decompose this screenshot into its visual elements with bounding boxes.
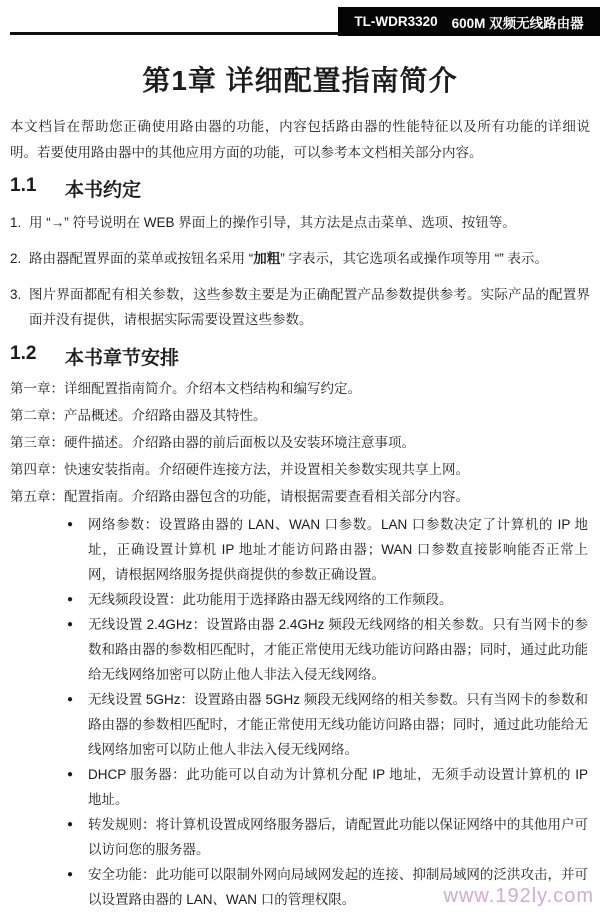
feature-item: ● 转发规则：将计算机设置成网络服务器后，请配置此功能以保证网络中的其他用户可以访问您的服务器。 <box>88 812 588 862</box>
feature-item: ● 无线设置 2.4GHz：设置路由器 2.4GHz 频段无线网络的相关参数。只有当网卡的参数和路由器的参数相匹配时，才能正常使用无线功能访问路由器；同时，通过此功能给无线网络加密可以防止他人非法入侵无线网络。 <box>88 612 588 687</box>
chapter-summary: 第二章：产品概述。介绍路由器及其特性。 <box>10 408 267 423</box>
convention-item <box>10 282 590 332</box>
intro-paragraph: 本文档旨在帮助您正确使用路由器的功能，内容包括路由器的性能特征以及所有功能的详细说明。若要使用路由器中的其他应用方面的功能，可以参考本文档相关部分内容。 <box>10 119 590 160</box>
item-text: 用 “→” 符号说明在 WEB 界面上的操作引导，其方法是点击菜单、选项、按钮等。 <box>29 215 516 230</box>
bold-sample-text: 加粗 <box>253 251 281 266</box>
item-text: 路由器配置界面的菜单或按钮名采用 “加粗” 字表示，其它选项名或操作项等用 “” 表示。 <box>29 251 548 266</box>
watermark-url: www.192ly.com <box>443 885 594 907</box>
item-number: 1. <box>10 215 22 230</box>
feature-item: ● 无线设置 5GHz：设置路由器 5GHz 频段无线网络的相关参数。只有当网卡的参数和路由器的参数相匹配时，才能正常使用无线功能访问路由器；同时，通过此功能给无线网络加密可以防止他人非法入侵无线网络。 <box>88 687 588 762</box>
conventions-list <box>10 210 590 332</box>
item-number: 3. <box>10 287 22 302</box>
convention-item <box>10 210 590 235</box>
section-heading-1-2 <box>10 343 590 370</box>
section-title: 本书约定 <box>65 180 142 201</box>
section-title: 本书章节安排 <box>65 348 180 369</box>
chapter-summary: 第一章：详细配置指南简介。介绍本文档结构和编写约定。 <box>10 381 361 396</box>
chapter-summary: 第三章：硬件描述。介绍路由器的前后面板以及安装环境注意事项。 <box>10 435 415 450</box>
item-text: 图片界面都配有相关参数，这些参数主要是为正确配置产品参数提供参考。实际产品的配置界面并没有提供，请根据实际需要设置这些参数。 <box>29 287 590 327</box>
page-header <box>0 0 600 38</box>
item-number: 2. <box>10 251 22 266</box>
product-model: TL-WDR3320 <box>354 14 438 29</box>
section-heading-1-1 <box>10 175 590 202</box>
section-number: 1.1 <box>10 175 37 196</box>
product-name: 600M 双频无线路由器 <box>451 15 584 31</box>
header-title-bar <box>338 7 600 36</box>
feature-bullet-list <box>0 512 600 912</box>
chapter-title: 第1章 详细配置指南简介 <box>142 65 458 96</box>
feature-item: ● 网络参数：设置路由器的 LAN、WAN 口参数。LAN 口参数决定了计算机的 IP 地址，正确设置计算机 IP 地址才能访问路由器；WAN 口参数直接影响能否正常上网，请根据网络服务提供商提供的参数正确设置。 <box>88 512 588 587</box>
chapter-summary: 第五章：配置指南。介绍路由器包含的功能，请根据需要查看相关部分内容。 <box>10 489 469 504</box>
chapter-summary-list <box>10 376 590 510</box>
chapter-summary: 第四章：快速安装指南。介绍硬件连接方法，并设置相关参数实现共享上网。 <box>10 462 469 477</box>
section-number: 1.2 <box>10 343 37 364</box>
feature-item: ● 安全功能：此功能可以限制外网向局域网发起的连接、抑制局域网的泛洪攻击，并可以设置路由器的 LAN、WAN 口的管理权限。 <box>88 862 588 912</box>
header-rule <box>10 32 338 35</box>
feature-item: ● DHCP 服务器：此功能可以自动为计算机分配 IP 地址，无须手动设置计算机的 IP 地址。 <box>88 762 588 812</box>
feature-item: ● 无线频段设置：此功能用于选择路由器无线网络的工作频段。 <box>88 587 588 612</box>
convention-item <box>10 246 590 271</box>
